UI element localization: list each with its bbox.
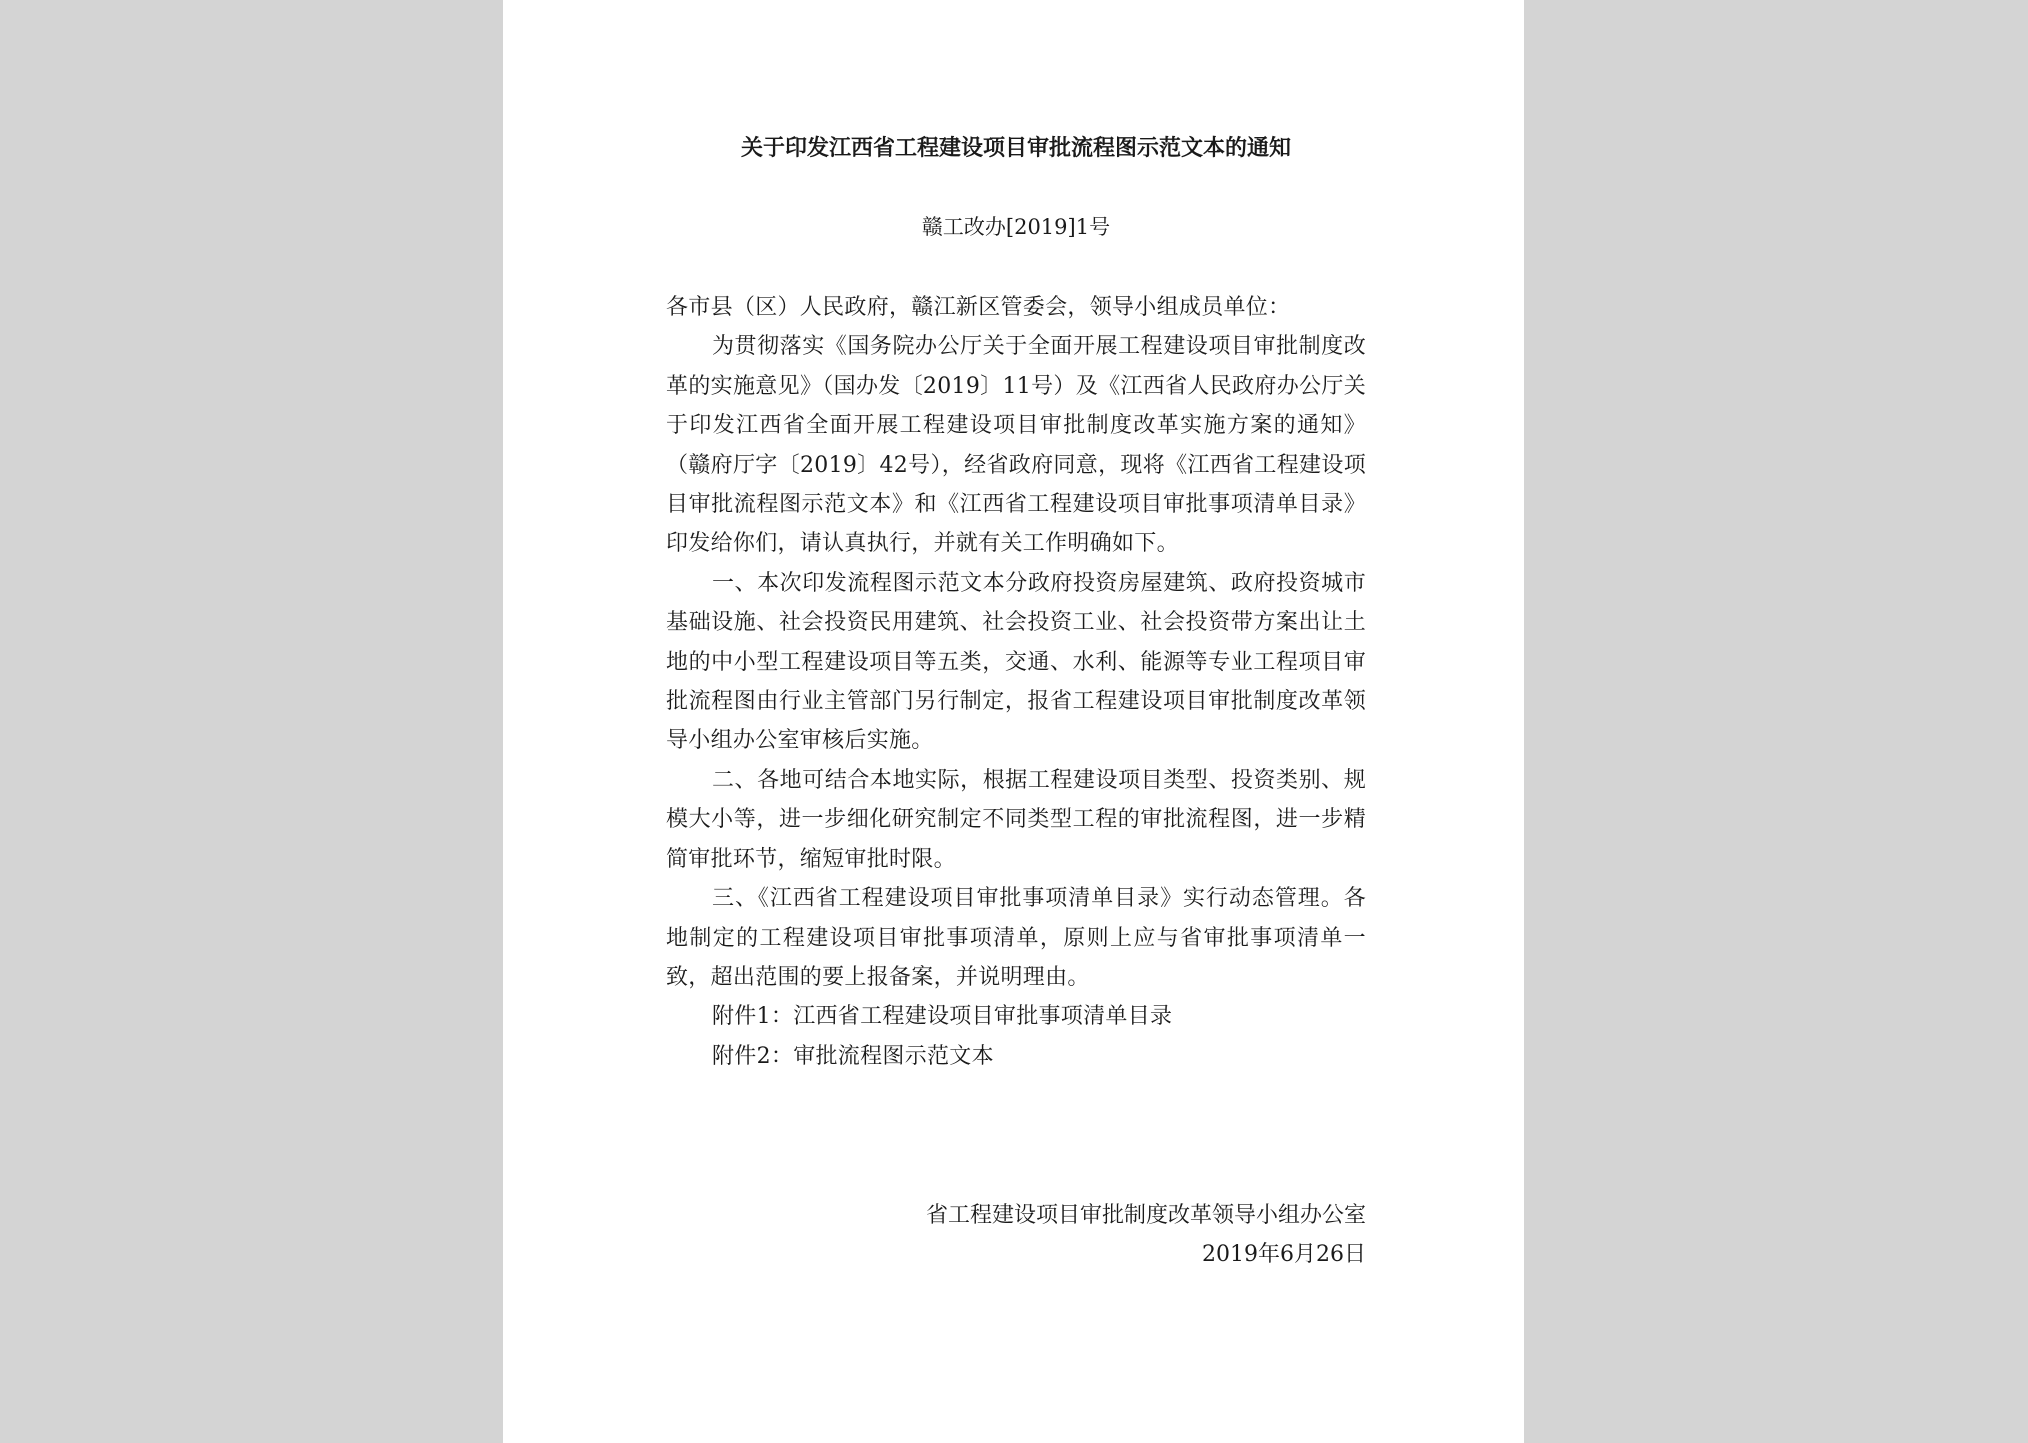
document-page	[503, 0, 1524, 1443]
paragraph-item-2: 二、各地可结合本地实际，根据工程建设项目类型、投资类别、规模大小等，进一步细化研究制定不同类型工程的审批流程图，进一步精简审批环节，缩短审批时限。	[666, 767, 1366, 872]
document-body	[666, 288, 1366, 1076]
paragraph-item-1: 一、本次印发流程图示范文本分政府投资房屋建筑、政府投资城市基础设施、社会投资民用建筑、社会投资工业、社会投资带方案出让土地的中小型工程建设项目等五类，交通、水利、能源等专业工程项目审批流程图由行业主管部门另行制定，报省工程建设项目审批制度改革领导小组办公室审核后实施。	[666, 570, 1366, 754]
document-title: 关于印发江西省工程建设项目审批流程图示范文本的通知	[740, 136, 1291, 161]
paragraph-intro: 为贯彻落实《国务院办公厅关于全面开展工程建设项目审批制度改革的实施意见》（国办发〔2019〕11号）及《江西省人民政府办公厅关于印发江西省全面开展工程建设项目审批制度改革实施方案的通知》（赣府厅字〔2019〕42号），经省政府同意，现将《江西省工程建设项目审批流程图示范文本》和《江西省工程建设项目审批事项清单目录》印发给你们，请认真执行，并就有关工作明确如下。	[666, 334, 1366, 557]
attachment-2: 附件2：审批流程图示范文本	[712, 1043, 994, 1069]
salutation: 各市县（区）人民政府，赣江新区管委会，领导小组成员单位：	[666, 295, 1291, 320]
signatory: 省工程建设项目审批制度改革领导小组办公室	[925, 1203, 1366, 1228]
issue-date: 2019年6月26日	[1202, 1242, 1366, 1267]
attachment-1: 附件1：江西省工程建设项目审批事项清单目录	[712, 1004, 1173, 1030]
document-number: 赣工改办[2019]1号	[921, 215, 1111, 239]
paragraph-item-3: 三、《江西省工程建设项目审批事项清单目录》实行动态管理。各地制定的工程建设项目审批事项清单，原则上应与省审批事项清单一致，超出范围的要上报备案，并说明理由。	[666, 886, 1366, 990]
signature-block	[666, 1196, 1366, 1274]
